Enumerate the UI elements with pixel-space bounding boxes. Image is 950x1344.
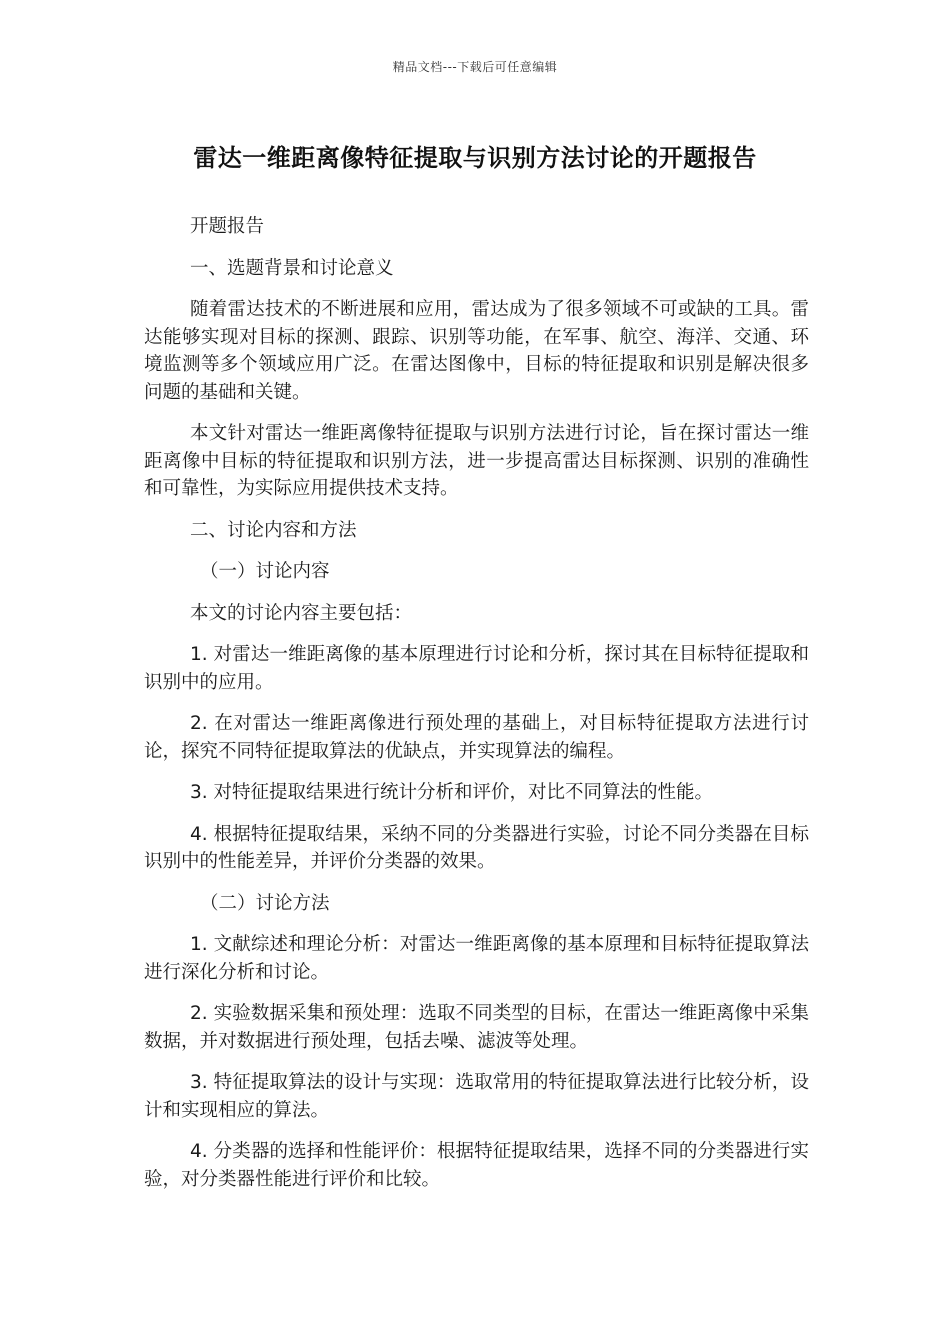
content-item-4: 4. 根据特征提取结果，采纳不同的分类器进行实验，讨论不同分类器在目标识别中的性能差异，并评价分类器的效果。 [144, 823, 809, 872]
method-item-3: 3. 特征提取算法的设计与实现：选取常用的特征提取算法进行比较分析，设计和实现相应的算法。 [144, 1072, 809, 1121]
section-heading-content-methods: 二、讨论内容和方法 [190, 519, 357, 541]
paragraph-content-intro: 本文的讨论内容主要包括： [190, 602, 413, 624]
subsection-heading-methods: （二）讨论方法 [200, 892, 330, 914]
content-item-3: 3. 对特征提取结果进行统计分析和评价，对比不同算法的性能。 [190, 782, 714, 803]
paragraph-purpose: 本文针对雷达一维距离像特征提取与识别方法进行讨论，旨在探讨雷达一维距离像中目标的特征提取和识别方法，进一步提高雷达目标探测、识别的准确性和可靠性，为实际应用提供技术支持。 [144, 423, 809, 499]
method-item-1: 1. 文献综述和理论分析：对雷达一维距离像的基本原理和目标特征提取算法进行深化分析和讨论。 [144, 934, 809, 983]
content-item-2: 2. 在对雷达一维距离像进行预处理的基础上，对目标特征提取方法进行讨论，探究不同特征提取算法的优缺点，并实现算法的编程。 [144, 713, 809, 762]
section-heading-background: 一、选题背景和讨论意义 [190, 257, 394, 279]
header-note: 精品文档---下载后可任意编辑 [392, 60, 558, 74]
method-item-2: 2. 实验数据采集和预处理：选取不同类型的目标，在雷达一维距离像中采集数据，并对数据进行预处理，包括去噪、滤波等处理。 [144, 1003, 809, 1052]
subsection-heading-content: （一）讨论内容 [200, 561, 330, 582]
paragraph-background: 随着雷达技术的不断进展和应用，雷达成为了很多领域不可或缺的工具。雷达能够实现对目标的探测、跟踪、识别等功能，在军事、航空、海洋、交通、环境监测等多个领域应用广泛。在雷达图像中，目标的特征提取和识别是解决很多问题的基础和关键。 [144, 299, 809, 403]
document-title: 雷达一维距离像特征提取与识别方法讨论的开题报告 [193, 144, 757, 172]
method-item-4: 4. 分类器的选择和性能评价：根据特征提取结果，选择不同的分类器进行实验，对分类器性能进行评价和比较。 [144, 1141, 809, 1190]
document-body [144, 213, 809, 1207]
content-item-1: 1. 对雷达一维距离像的基本原理进行讨论和分析，探讨其在目标特征提取和识别中的应用。 [144, 644, 809, 693]
section-label: 开题报告 [190, 216, 265, 237]
